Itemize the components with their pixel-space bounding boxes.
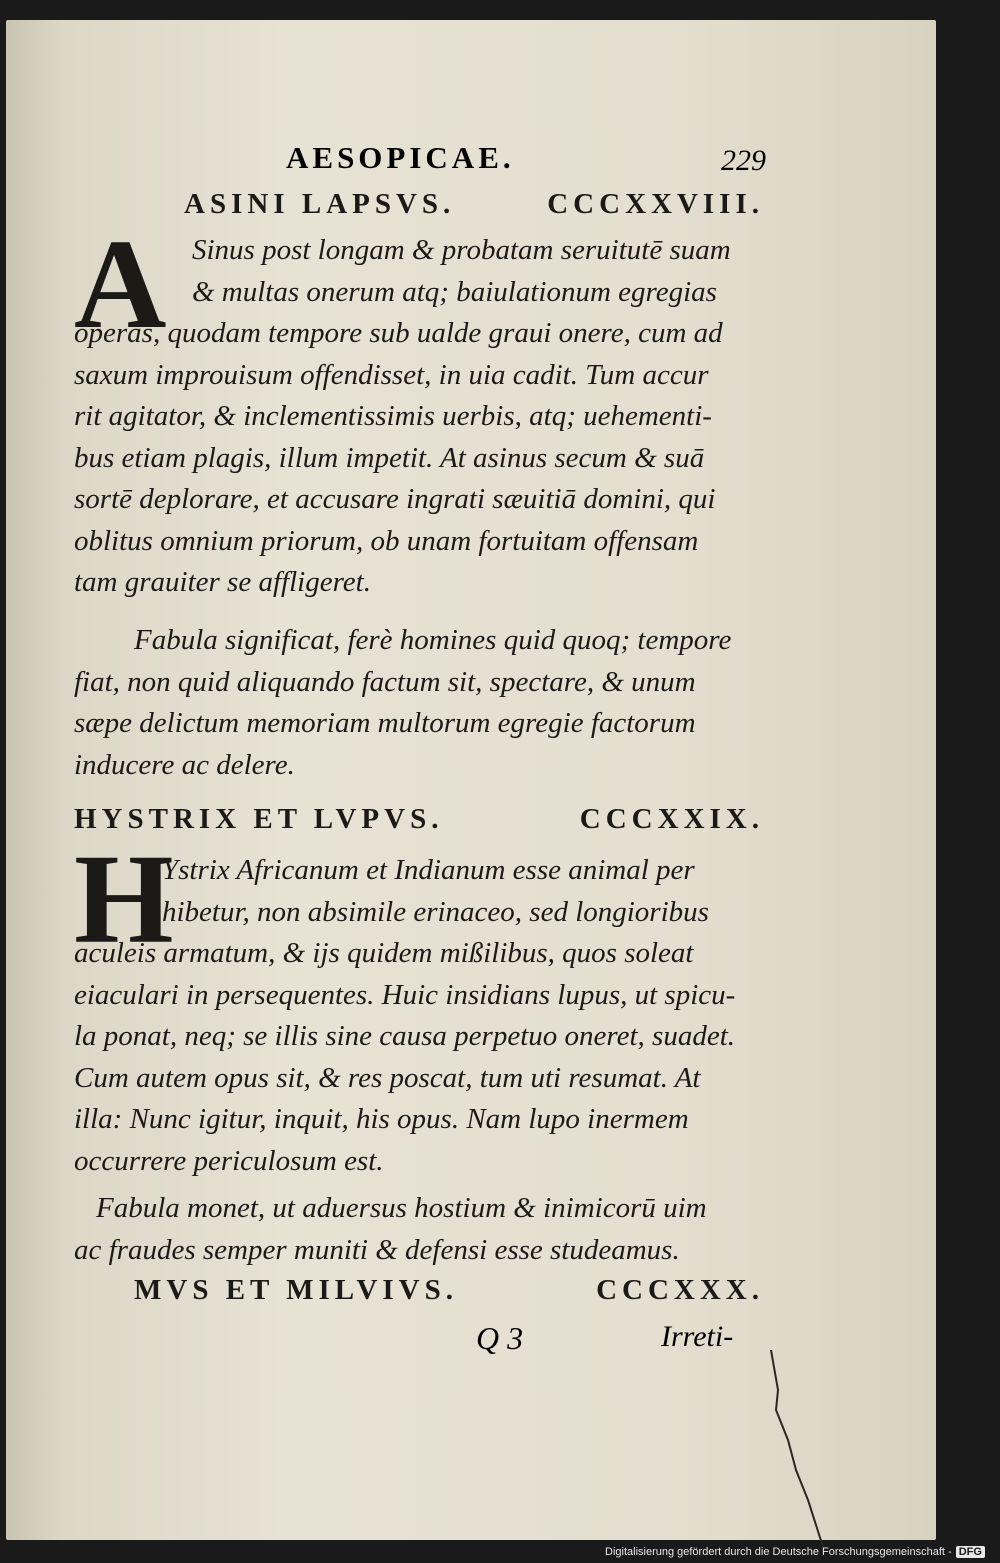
- text-line: illa: Nunc igitur, inquit, his opus. Nam lupo inermem: [74, 1103, 689, 1135]
- moral-line: fiat, non quid aliquando factum sit, spectare, & unum: [74, 665, 696, 698]
- running-head: [286, 140, 766, 180]
- drop-cap-initial: A: [74, 213, 167, 355]
- fable-heading: [74, 188, 764, 221]
- text-line: Sinus post longam & probatam seruitutē suam: [192, 234, 731, 266]
- moral-line: Fabula monet, ut aduersus hostium & inimicorū uim: [96, 1192, 707, 1224]
- fable-moral: [74, 1188, 764, 1271]
- dfg-logo-icon: DFG: [956, 1546, 985, 1558]
- text-line: Cum autem opus sit, & res poscat, tum uti resumat. At: [74, 1061, 701, 1094]
- fable-heading: [74, 1274, 764, 1307]
- fable-number: CCCXXX.: [596, 1274, 764, 1306]
- text-line: eiaculari in persequentes. Huic insidians lupus, ut spicu-: [74, 978, 736, 1011]
- credit-text: Digitalisierung gefördert durch die Deutsche Forschungsgemeinschaft -: [605, 1546, 952, 1558]
- text-line: oblitus omnium priorum, ob unam fortuitam offensam: [74, 524, 699, 557]
- text-line: occurrere periculosum est.: [74, 1144, 384, 1177]
- text-line: bus etiam plagis, illum impetit. At asinus secum & suā: [74, 441, 705, 474]
- text-line: rit agitator, & inclementissimis uerbis, atq; uehementi-: [74, 400, 712, 432]
- text-line: aculeis armatum, & ijs quidem mißilibus, quos soleat: [74, 937, 694, 969]
- moral-line: inducere ac delere.: [74, 748, 295, 781]
- fable-number: CCCXXVIII.: [547, 188, 764, 220]
- signature-mark: Q 3: [476, 1320, 524, 1356]
- catchword: Irreti-: [661, 1320, 734, 1353]
- text-line: tam grauiter se affligeret.: [74, 566, 371, 598]
- text-line: saxum improuisum offendisset, in uia cadit. Tum accur: [74, 358, 709, 391]
- digitization-credit: [605, 1546, 985, 1558]
- fable-text: [74, 850, 764, 1182]
- fable-number: CCCXXIX.: [579, 803, 764, 835]
- moral-line: sæpe delictum memoriam multorum egregie factorum: [74, 707, 696, 739]
- page-number: 229: [721, 144, 766, 177]
- text-line: hibetur, non absimile erinaceo, sed longioribus: [162, 895, 709, 928]
- moral-line: ac fraudes semper muniti & defensi esse studeamus.: [74, 1233, 680, 1266]
- fable-title: ASINI LAPSVS.: [184, 188, 456, 220]
- show-through-text: [72, 1320, 79, 1350]
- drop-cap-initial: H: [74, 828, 174, 970]
- fable-moral: [74, 620, 764, 786]
- fable-title: MVS ET MILVIVS.: [134, 1274, 458, 1306]
- text-line: la ponat, neq; se illis sine causa perpetuo oneret, suadet.: [74, 1020, 735, 1052]
- fable-text: [74, 230, 764, 604]
- text-line: & multas onerum atq; baiulationum egregias: [192, 275, 717, 308]
- running-title: AESOPICAE.: [286, 140, 515, 175]
- fable-heading: [74, 803, 764, 836]
- text-line: Ystrix Africanum et Indianum esse animal per: [162, 854, 695, 886]
- text-line: sortē deplorare, et accusare ingrati sæuitiā domini, qui: [74, 483, 716, 515]
- paper-crack: [766, 1350, 836, 1550]
- fable-title: HYSTRIX ET LVPVS.: [74, 803, 444, 835]
- moral-line: Fabula significat, ferè homines quid quoq; tempore: [134, 624, 732, 656]
- text-line: operas, quodam tempore sub ualde graui onere, cum ad: [74, 317, 723, 349]
- book-page: [6, 20, 936, 1540]
